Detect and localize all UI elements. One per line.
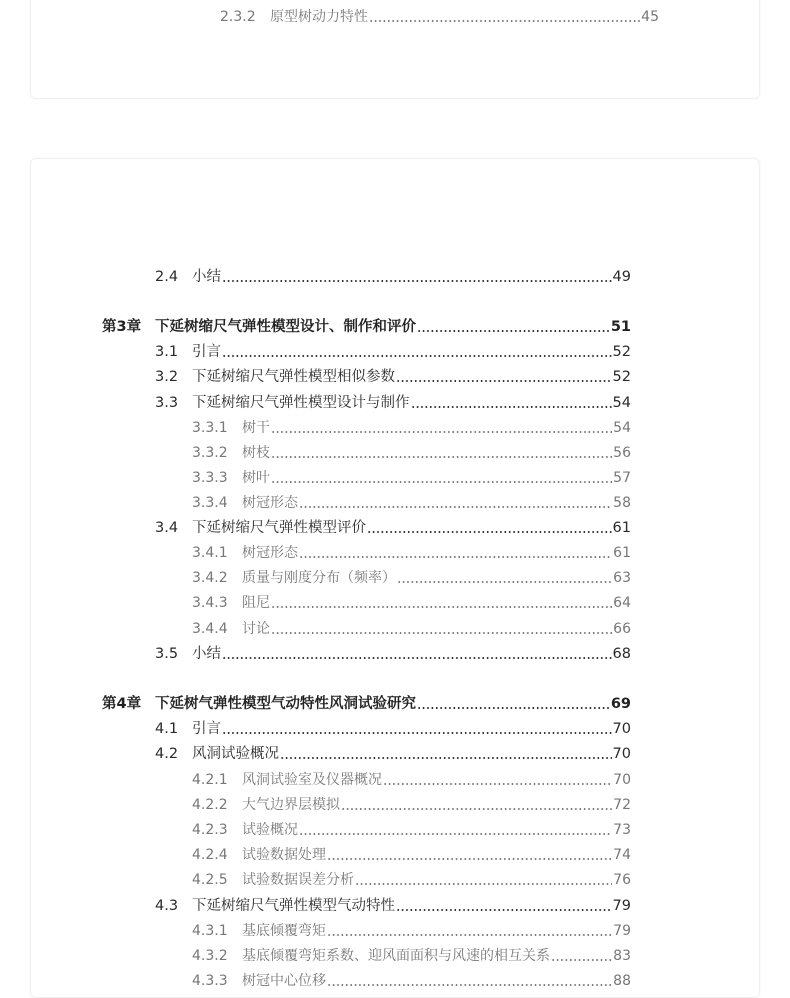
toc-entry-page: 45 [641, 9, 659, 25]
toc-entry-title: 试验概况 [242, 822, 298, 838]
toc-entry-section[interactable] [155, 366, 631, 388]
toc-entry-page: 88 [613, 973, 631, 989]
toc-entry-page: 66 [613, 621, 631, 637]
toc-entry-section[interactable] [155, 895, 631, 917]
toc-entry-title: 下延树缩尺气弹性模型设计与制作 [192, 395, 410, 411]
toc-entry-chapter[interactable] [102, 316, 631, 338]
toc-entry-sub[interactable] [192, 442, 631, 464]
dot-leader [551, 945, 612, 967]
dot-leader [299, 492, 612, 514]
dot-leader [222, 266, 612, 288]
toc-entry-number: 第4章 [102, 696, 142, 712]
toc-entry-page: 70 [613, 772, 631, 788]
toc-entry-number: 2.3.2 [220, 9, 256, 25]
toc-entry-page: 63 [613, 570, 631, 586]
dot-leader [341, 794, 612, 816]
toc-entry-number: 4.2.5 [192, 872, 228, 888]
toc-entry-page: 58 [613, 495, 631, 511]
toc-entry-sub[interactable] [192, 769, 631, 791]
toc-entry-section[interactable] [155, 341, 631, 363]
dot-leader [299, 542, 612, 564]
toc-entry-number: 3.4.3 [192, 595, 228, 611]
toc-entry-page: 51 [610, 319, 631, 335]
toc-entry-number: 4.2.4 [192, 847, 228, 863]
toc-entry-title: 大气边界层模拟 [242, 797, 340, 813]
toc-entry-number: 4.2.2 [192, 797, 228, 813]
dot-leader [369, 6, 640, 28]
toc-entry-page: 61 [612, 520, 631, 536]
toc-entry-sub[interactable] [192, 970, 631, 992]
toc-entry-title: 树冠中心位移 [242, 973, 326, 989]
toc-entry-number: 3.3.3 [192, 470, 228, 486]
toc-entry-chapter[interactable] [102, 693, 631, 715]
toc-entry-number: 4.3.2 [192, 948, 228, 964]
toc-entry-title: 下延树缩尺气弹性模型评价 [192, 520, 366, 536]
dot-leader [271, 618, 612, 640]
toc-entry-title: 引言 [192, 344, 221, 360]
toc-entry-title: 基底倾覆弯矩 [242, 923, 326, 939]
toc-entry-section[interactable] [155, 718, 631, 740]
toc-entry-title: 树枝 [242, 445, 270, 461]
toc-entry-number: 4.2 [155, 746, 179, 762]
toc-entry-page: 54 [612, 395, 631, 411]
toc-entry-title: 树叶 [242, 470, 270, 486]
toc-entry-section[interactable] [155, 743, 631, 765]
dot-leader [271, 592, 612, 614]
toc-entry-page: 73 [613, 822, 631, 838]
toc-entry-title: 风洞试验室及仪器概况 [242, 772, 382, 788]
toc-entry-number: 3.1 [155, 344, 179, 360]
dot-leader [355, 869, 612, 891]
dot-leader [271, 442, 612, 464]
toc-entry-section[interactable] [155, 517, 631, 539]
toc-entry-number: 4.3.3 [192, 973, 228, 989]
dot-leader [397, 567, 612, 589]
toc-entry-title: 树干 [242, 420, 270, 436]
toc-entry-page: 52 [612, 369, 631, 385]
toc-entry-sub[interactable] [192, 945, 631, 967]
toc-entry-number: 4.1 [155, 721, 179, 737]
toc-entry-page: 74 [613, 847, 631, 863]
toc-entry-title: 试验数据误差分析 [242, 872, 354, 888]
toc-entry-page: 64 [613, 595, 631, 611]
dot-leader [222, 718, 612, 740]
toc-entry-sub[interactable] [192, 542, 631, 564]
toc-entry-page: 68 [612, 646, 631, 662]
toc-entry-section[interactable] [155, 643, 631, 665]
toc-entry-number: 3.3 [155, 395, 179, 411]
toc-entry-sub[interactable] [192, 920, 631, 942]
toc-entry-page: 57 [613, 470, 631, 486]
toc-entry-page: 61 [613, 545, 631, 561]
toc-entry-page: 54 [613, 420, 631, 436]
toc-entry-page: 83 [613, 948, 631, 964]
toc-entry-page: 52 [612, 344, 631, 360]
toc-entry-number: 4.3.1 [192, 923, 228, 939]
toc-entry-page: 79 [612, 898, 631, 914]
dot-leader [396, 366, 612, 388]
toc-entry-number: 3.3.2 [192, 445, 228, 461]
toc-entry-sub[interactable] [192, 844, 631, 866]
dot-leader [396, 895, 612, 917]
toc-entry-title: 原型树动力特性 [270, 9, 368, 25]
toc-entry-page: 79 [613, 923, 631, 939]
toc-entry-sub[interactable] [192, 819, 631, 841]
toc-entry-page: 76 [613, 872, 631, 888]
dot-leader [327, 970, 612, 992]
toc-entry-title: 试验数据处理 [242, 847, 326, 863]
toc-entry-title: 讨论 [242, 621, 270, 637]
toc-entry-title: 质量与刚度分布（频率） [242, 570, 396, 586]
toc-entry-sub[interactable] [192, 869, 631, 891]
toc-entry-number: 2.4 [155, 269, 179, 285]
dot-leader [327, 920, 612, 942]
dot-leader [417, 693, 610, 715]
toc-entry-title: 风洞试验概况 [192, 746, 279, 762]
toc-entry-title: 阻尼 [242, 595, 270, 611]
toc-entry-section[interactable] [155, 266, 631, 288]
toc-entry-title: 树冠形态 [242, 495, 298, 511]
toc-entry-page: 70 [612, 746, 631, 762]
toc-entry-top-fragment[interactable] [220, 6, 659, 28]
toc-entry-number: 3.2 [155, 369, 179, 385]
toc-entry-sub[interactable] [192, 794, 631, 816]
toc-entry-number: 3.4.1 [192, 545, 228, 561]
toc-entry-page: 56 [613, 445, 631, 461]
toc-entry-page: 49 [612, 269, 631, 285]
dot-leader [222, 643, 612, 665]
toc-entry-title: 下延树气弹性模型气动特性风洞试验研究 [155, 696, 416, 712]
toc-entry-title: 小结 [192, 269, 221, 285]
toc-entry-title: 下延树缩尺气弹性模型设计、制作和评价 [155, 319, 416, 335]
toc-entry-number: 3.3.4 [192, 495, 228, 511]
dot-leader [417, 316, 610, 338]
toc-entry-number: 4.3 [155, 898, 179, 914]
toc-entry-sub[interactable] [192, 417, 631, 439]
toc-entry-title: 引言 [192, 721, 221, 737]
toc-entry-title: 树冠形态 [242, 545, 298, 561]
toc-entry-section[interactable] [155, 392, 631, 414]
toc-entry-number: 3.3.1 [192, 420, 228, 436]
toc-entry-page: 72 [613, 797, 631, 813]
toc-entry-number: 3.4 [155, 520, 179, 536]
toc-entry-sub[interactable] [192, 467, 631, 489]
toc-entry-number: 3.5 [155, 646, 179, 662]
dot-leader [383, 769, 612, 791]
toc-entry-title: 基底倾覆弯矩系数、迎风面面积与风速的相互关系 [242, 948, 550, 964]
dot-leader [327, 844, 612, 866]
toc-entry-page: 69 [610, 696, 631, 712]
toc-entry-title: 小结 [192, 646, 221, 662]
dot-leader [271, 467, 612, 489]
toc-entry-number: 4.2.3 [192, 822, 228, 838]
toc-entry-title: 下延树缩尺气弹性模型气动特性 [192, 898, 395, 914]
toc-entry-page: 70 [612, 721, 631, 737]
dot-leader [271, 417, 612, 439]
toc-entry-sub[interactable] [192, 567, 631, 589]
toc-entry-number: 3.4.4 [192, 621, 228, 637]
dot-leader [299, 819, 612, 841]
toc-entry-number: 4.2.1 [192, 772, 228, 788]
dot-leader [222, 341, 612, 363]
toc-entry-title: 下延树缩尺气弹性模型相似参数 [192, 369, 395, 385]
toc-entry-number: 3.4.2 [192, 570, 228, 586]
dot-leader [367, 517, 612, 539]
dot-leader [411, 392, 612, 414]
toc-entry-sub[interactable] [192, 592, 631, 614]
toc-entry-sub[interactable] [192, 492, 631, 514]
dot-leader [280, 743, 612, 765]
toc-entry-number: 第3章 [102, 319, 142, 335]
toc-entry-sub[interactable] [192, 618, 631, 640]
